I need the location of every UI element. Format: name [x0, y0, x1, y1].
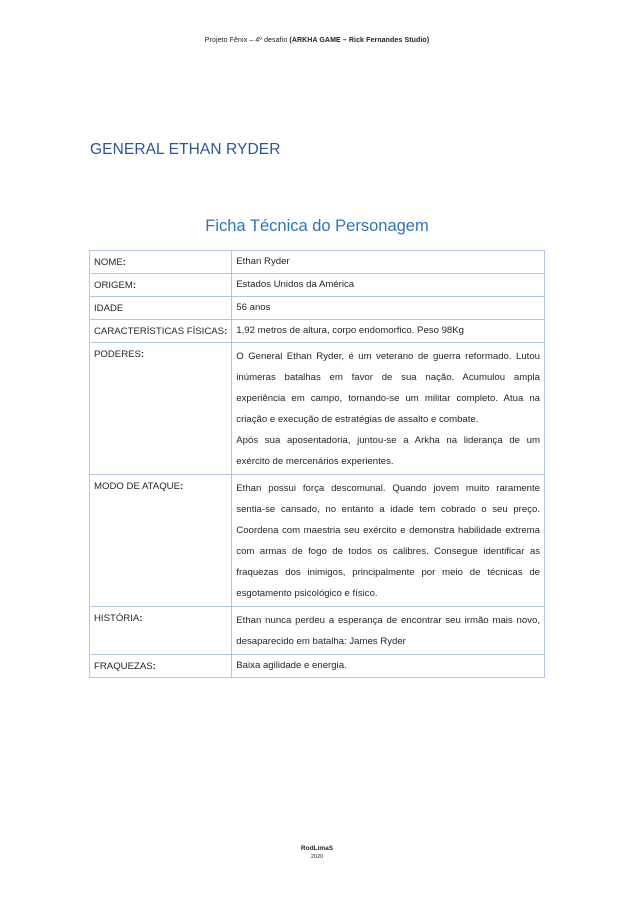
table-row: [90, 655, 545, 678]
row-label-cell: [90, 274, 232, 297]
row-value-cell: [232, 251, 545, 274]
row-value-paragraph: Ethan nunca perdeu a esperança de encontrar seu irmão mais novo, desaparecido em batalha: James Ryder: [236, 615, 540, 647]
row-label: PODERES: [94, 349, 141, 360]
character-sheet-table: [89, 250, 545, 678]
row-label: NOME: [94, 257, 123, 268]
table-row: [90, 274, 545, 297]
table-row: [90, 607, 545, 655]
header-project-text: Projeto Fênix – 4º desafio: [204, 37, 288, 44]
row-value-cell: [232, 320, 545, 343]
row-label-colon: :: [140, 349, 145, 360]
row-value-paragraph: Ethan possui força descomunal. Quando jovem muito raramente sentia-se cansado, no entanto a idade tem cobrado o seu preço. Coordena com maestria seu exército e demonstra habilidade extrema com armas de fogo de todos os calibres. Consegue identificar as fraquezas dos inimigos, principalmente por meio de técnicas de esgotamento psicológico e físico.: [236, 483, 540, 599]
row-label: ORIGEM: [94, 280, 133, 291]
table-row: [90, 475, 545, 607]
row-label-colon: :: [122, 257, 126, 268]
row-label-cell: [90, 320, 232, 343]
footer-author: RodLimaS: [300, 845, 334, 852]
row-value-paragraph: Ethan Ryder: [236, 256, 290, 267]
table-row: [90, 251, 545, 274]
row-label-colon: :: [139, 613, 143, 624]
sheet-title: Ficha Técnica do Personagem: [205, 217, 429, 235]
table-row: [90, 343, 545, 475]
row-label-colon: :: [180, 481, 184, 492]
row-value-cell: [232, 274, 545, 297]
row-value-paragraph: 1,92 metros de altura, corpo endomorfico. Peso 98Kg: [236, 325, 464, 336]
row-value-cell: [232, 297, 545, 320]
row-label: IDADE: [94, 303, 124, 314]
row-value-cell: [232, 343, 545, 475]
table-row: [90, 320, 545, 343]
row-value-paragraph: Baixa agilidade e energia.: [236, 660, 347, 671]
row-value-cell: [232, 655, 545, 678]
row-value-paragraph: O General Ethan Ryder, é um veterano de guerra reformado. Lutou inúmeras batalhas em favor de sua nação. Acumulou ampla experiência em campo, tornando-se um militar completo. Atua na criação e execução de estratégias de assalto e combate.: [236, 351, 540, 425]
row-label-cell: [90, 655, 232, 678]
footer-year: 2020: [310, 854, 324, 860]
row-label-cell: [90, 343, 232, 475]
row-label-cell: [90, 607, 232, 655]
row-value-cell: [232, 607, 545, 655]
row-label-colon: :: [132, 280, 137, 291]
row-label: FRAQUEZAS: [94, 661, 153, 672]
row-label: HISTÓRIA: [94, 613, 140, 624]
row-label: MODO DE ATAQUE: [94, 481, 180, 492]
character-title: GENERAL ETHAN RYDER: [90, 141, 281, 158]
row-label-colon: :: [152, 661, 156, 672]
row-value-paragraph: 56 anos: [236, 302, 271, 313]
row-label-cell: [90, 297, 232, 320]
row-value-cell: [232, 475, 545, 607]
row-label: CARACTERÍSTICAS FÍSICAS: [94, 326, 225, 337]
row-label-colon: :: [224, 326, 228, 337]
row-value-paragraph: Estados Unidos da América: [236, 279, 355, 290]
page-footer: [0, 845, 634, 860]
row-label-cell: [90, 251, 232, 274]
header-studio-text: (ARKHA GAME – Rick Fernandes Studio): [289, 37, 430, 44]
row-value-paragraph: Após sua aposentadoria, juntou-se a Arkha na liderança de um exército de mercenários experientes.: [236, 435, 540, 467]
table-row: [90, 297, 545, 320]
page-header: [0, 37, 634, 44]
row-label-cell: [90, 475, 232, 607]
